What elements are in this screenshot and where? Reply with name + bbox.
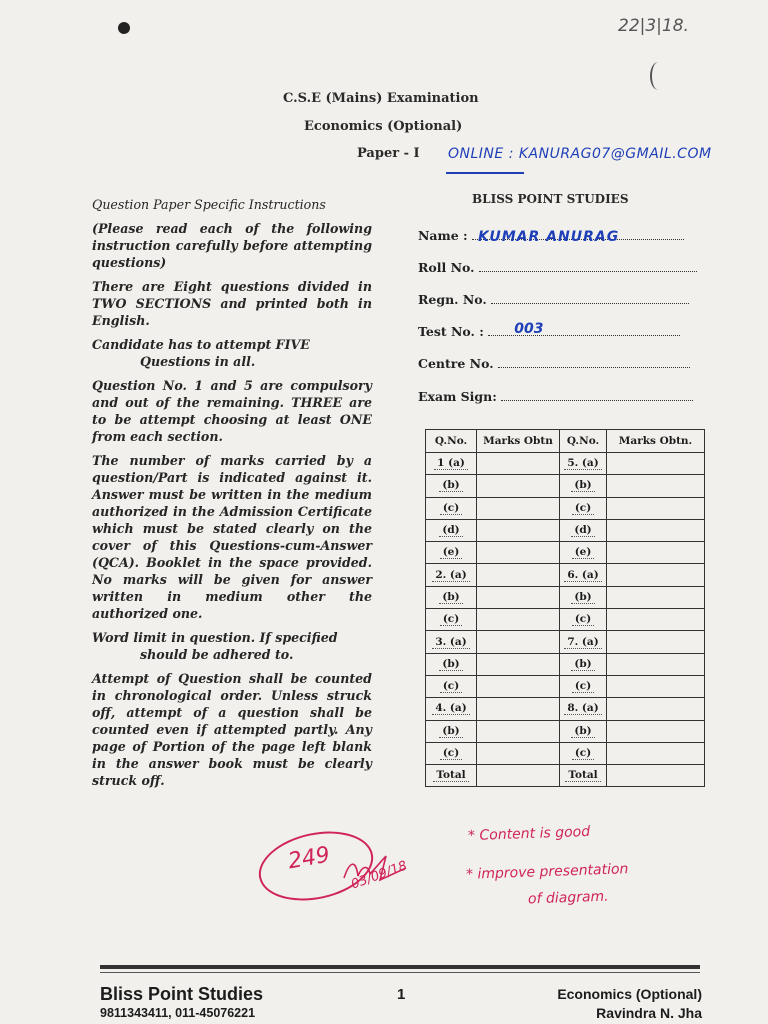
- exam-title: C.S.E (Mains) Examination: [283, 91, 479, 106]
- test-value: 003: [514, 321, 544, 337]
- question-number-cell-label: 7. (a): [564, 636, 601, 649]
- question-number-cell: [560, 698, 607, 720]
- question-number-cell-label: 8. (a): [564, 702, 601, 715]
- marks-row: [426, 586, 705, 608]
- marks-cell: [607, 586, 705, 608]
- name-line: [472, 229, 684, 245]
- question-number-cell-label: 6. (a): [564, 569, 601, 582]
- marks-cell: [477, 765, 560, 787]
- instruction-para: Candidate has to attempt FIVE: [92, 337, 310, 352]
- question-number-cell: [560, 720, 607, 742]
- marks-cell: [607, 609, 705, 631]
- question-number-cell: [560, 609, 607, 631]
- question-number-cell-label: (b): [571, 591, 594, 604]
- question-number-cell-label: (c): [572, 613, 594, 626]
- question-number-cell: [426, 698, 477, 720]
- marks-cell: [477, 698, 560, 720]
- footer-brand: Bliss Point Studies: [100, 984, 264, 1004]
- name-field: [418, 228, 684, 243]
- total-row: [426, 765, 705, 787]
- question-number-cell: [560, 475, 607, 497]
- name-value: KUMAR ANURAG: [478, 229, 620, 245]
- question-number-cell: [560, 586, 607, 608]
- marks-row: [426, 698, 705, 720]
- marks-row: [426, 453, 705, 475]
- regn-field: [418, 292, 689, 307]
- col-qno: Q.No.: [426, 430, 477, 453]
- marks-cell: [477, 720, 560, 742]
- question-number-cell: [560, 653, 607, 675]
- marks-cell: [607, 475, 705, 497]
- regn-label: Regn. No.: [418, 292, 487, 307]
- marks-cell: [477, 742, 560, 764]
- col-qno-2: Q.No.: [560, 430, 607, 453]
- marks-row: [426, 631, 705, 653]
- marks-cell: [607, 519, 705, 541]
- col-marks-2: Marks Obtn.: [607, 430, 705, 453]
- grader-comment-1: * Content is good: [467, 823, 591, 845]
- question-number-cell-label: Total: [433, 769, 468, 782]
- marks-cell: [607, 631, 705, 653]
- centre-label: Centre No.: [418, 356, 494, 371]
- question-number-cell-label: Total: [565, 769, 600, 782]
- marks-cell: [477, 497, 560, 519]
- roll-label: Roll No.: [418, 260, 475, 275]
- question-number-cell-label: (b): [439, 591, 462, 604]
- marks-cell: [607, 497, 705, 519]
- question-number-cell-label: (b): [439, 479, 462, 492]
- marks-cell: [607, 653, 705, 675]
- instruction-para: The number of marks carried by a question/Part is indicated against it. Answer must be written in the medium authorized in the Admission Certificate which must be stated clearly on the cover of this Questions-cum-Answer (QCA). Booklet in the space provided. No marks will be given for answer written in medium other the authorized one.: [92, 453, 372, 621]
- question-number-cell: [560, 497, 607, 519]
- question-number-cell-label: 3. (a): [432, 636, 469, 649]
- online-email-note: ONLINE : KANURAG07@GMAIL.COM: [448, 146, 712, 162]
- instructions-block: [92, 196, 372, 796]
- footer-rule-thin: [100, 972, 700, 973]
- question-number-cell-label: (c): [440, 502, 462, 515]
- question-number-cell: [560, 453, 607, 475]
- marks-cell: [607, 742, 705, 764]
- question-number-cell: [426, 453, 477, 475]
- marks-row: [426, 653, 705, 675]
- question-number-cell: [426, 609, 477, 631]
- question-number-cell: [426, 765, 477, 787]
- marks-cell: [607, 698, 705, 720]
- question-number-cell-label: 4. (a): [432, 702, 469, 715]
- question-number-cell: [560, 564, 607, 586]
- marks-cell: [607, 720, 705, 742]
- marks-cell: [477, 519, 560, 541]
- question-number-cell-label: (c): [440, 680, 462, 693]
- question-number-cell-label: (c): [572, 680, 594, 693]
- marks-cell: [477, 631, 560, 653]
- sign-line: [501, 400, 693, 401]
- punch-hole: [118, 22, 130, 34]
- instruction-para: Question No. 1 and 5 are compulsory and out of the remaining. THREE are to be attempt choosing at least ONE from each section.: [92, 378, 372, 444]
- question-number-cell: [560, 542, 607, 564]
- marks-header-row: [426, 430, 705, 453]
- signature-scribble: [340, 850, 410, 893]
- question-number-cell: [426, 475, 477, 497]
- marks-cell: [477, 675, 560, 697]
- marks-cell: [477, 564, 560, 586]
- question-number-cell: [560, 765, 607, 787]
- marks-row: [426, 519, 705, 541]
- question-number-cell: [560, 519, 607, 541]
- marks-row: [426, 564, 705, 586]
- instruction-para: Word limit in question. If specified: [92, 630, 338, 645]
- marks-body: [426, 453, 705, 787]
- centre-field: [418, 356, 690, 371]
- paper-title: Paper - I: [357, 146, 420, 161]
- instruction-para: (Please read each of the following instruction carefully before attempting questions): [92, 221, 372, 270]
- score-value: 249: [286, 842, 332, 875]
- question-number-cell-label: (b): [571, 725, 594, 738]
- question-number-cell-label: (b): [571, 479, 594, 492]
- instruction-para: Questions in all.: [140, 354, 256, 369]
- org-name: BLISS POINT STUDIES: [472, 192, 629, 206]
- col-marks: Marks Obtn: [477, 430, 560, 453]
- question-number-cell: [426, 720, 477, 742]
- question-number-cell: [426, 542, 477, 564]
- question-number-cell-label: 1 (a): [434, 457, 468, 470]
- marks-cell: [477, 653, 560, 675]
- question-number-cell-label: (e): [440, 546, 463, 559]
- question-number-cell-label: (d): [439, 524, 462, 537]
- question-number-cell: [560, 742, 607, 764]
- marks-cell: [477, 586, 560, 608]
- footer-subject: Economics (Optional): [557, 986, 702, 1002]
- question-number-cell: [426, 497, 477, 519]
- question-number-cell-label: 5. (a): [564, 457, 601, 470]
- corner-date: 22|3|18.: [618, 16, 689, 36]
- marks-table: [425, 429, 705, 787]
- question-number-cell-label: (c): [440, 747, 462, 760]
- question-number-cell: [426, 564, 477, 586]
- question-number-cell: [426, 653, 477, 675]
- question-number-cell-label: (b): [439, 725, 462, 738]
- online-underline: [446, 172, 524, 174]
- footer-rule: [100, 965, 700, 969]
- question-number-cell-label: 2. (a): [432, 569, 469, 582]
- pencil-mark: [650, 62, 666, 90]
- footer-phones: 9811343411, 011-45076221: [100, 1006, 256, 1020]
- question-number-cell: [426, 742, 477, 764]
- marks-cell: [607, 675, 705, 697]
- marks-cell: [607, 564, 705, 586]
- test-field: [418, 321, 680, 339]
- marks-row: [426, 497, 705, 519]
- instruction-para: should be adhered to.: [140, 647, 294, 662]
- question-number-cell: [560, 631, 607, 653]
- marks-cell: [607, 542, 705, 564]
- question-number-cell-label: (c): [572, 747, 594, 760]
- centre-line: [498, 367, 690, 368]
- roll-field: [418, 260, 697, 275]
- instructions-title: Question Paper Specific Instructions: [92, 197, 326, 212]
- footer-page-number: 1: [397, 986, 406, 1003]
- grader-comment-3: of diagram.: [527, 888, 609, 908]
- marks-cell: [477, 609, 560, 631]
- test-label: Test No. :: [418, 324, 484, 339]
- marks-cell: [607, 765, 705, 787]
- question-number-cell-label: (d): [571, 524, 594, 537]
- question-number-cell-label: (e): [572, 546, 595, 559]
- question-number-cell: [426, 631, 477, 653]
- question-number-cell-label: (c): [572, 502, 594, 515]
- sign-label: Exam Sign:: [418, 389, 497, 404]
- test-line: [488, 321, 680, 337]
- marks-cell: [477, 475, 560, 497]
- question-number-cell: [426, 519, 477, 541]
- regn-line: [491, 303, 689, 304]
- sign-field: [418, 389, 693, 404]
- question-number-cell-label: (b): [571, 658, 594, 671]
- marks-row: [426, 720, 705, 742]
- question-number-cell-label: (c): [440, 613, 462, 626]
- marks-row: [426, 609, 705, 631]
- instruction-para: Attempt of Question shall be counted in chronological order. Unless struck off, attempt of a question shall be counted even if attempted partly. Any page of Portion of the page left blank in the answer book must be clearly struck off.: [92, 671, 372, 788]
- name-label: Name :: [418, 228, 468, 243]
- grader-comment-2: * improve presentation: [465, 861, 629, 883]
- question-number-cell: [426, 586, 477, 608]
- marks-row: [426, 675, 705, 697]
- marks-cell: [477, 453, 560, 475]
- signature-date: 03/09/18: [349, 858, 410, 893]
- question-number-cell-label: (b): [439, 658, 462, 671]
- roll-line: [479, 271, 697, 272]
- marks-row: [426, 542, 705, 564]
- subject-title: Economics (Optional): [304, 119, 463, 134]
- footer-author: Ravindra N. Jha: [596, 1005, 702, 1021]
- question-number-cell: [560, 675, 607, 697]
- marks-row: [426, 475, 705, 497]
- instruction-para: There are Eight questions divided in TWO SECTIONS and printed both in English.: [92, 279, 372, 328]
- question-number-cell: [426, 675, 477, 697]
- marks-row: [426, 742, 705, 764]
- marks-cell: [477, 542, 560, 564]
- marks-cell: [607, 453, 705, 475]
